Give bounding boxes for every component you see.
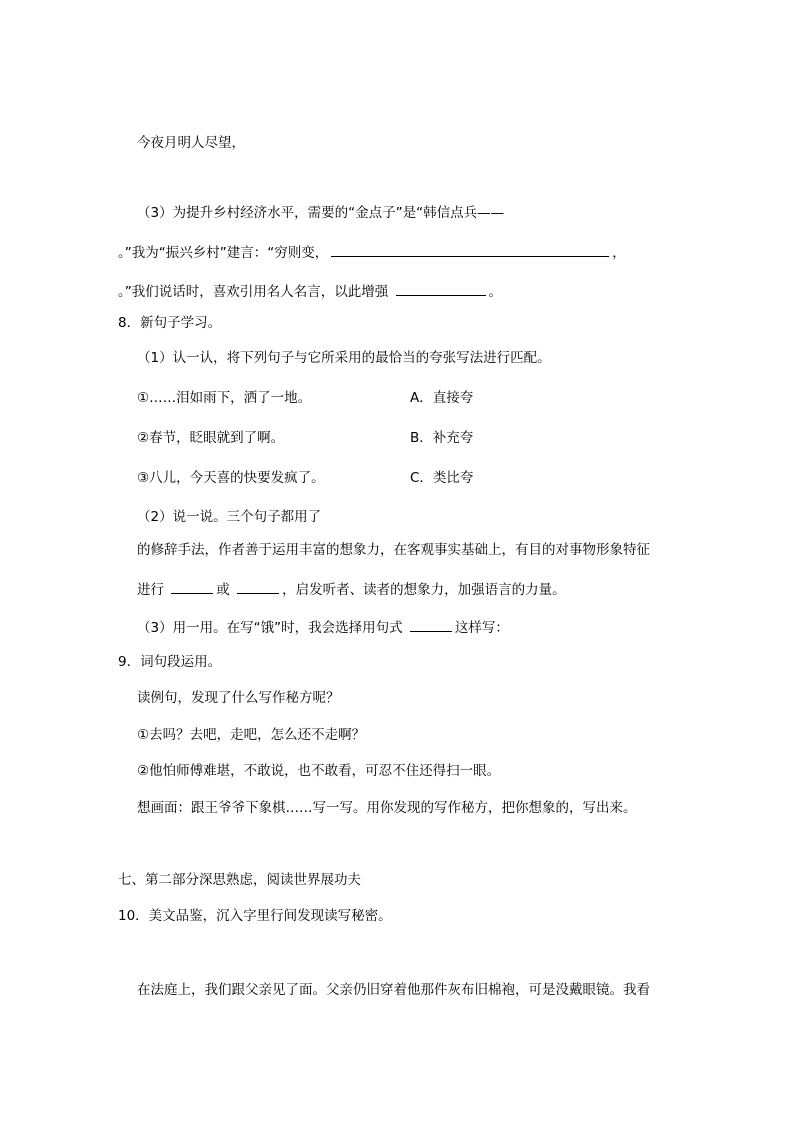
question-9-prompt: 读例句，发现了什么写作秘方呢？ bbox=[137, 690, 340, 706]
question-9-task: 想画面：跟王爷爷下象棋……写一写。用你发现的写作秘方，把你想象的，写出来。 bbox=[137, 800, 637, 816]
text: ， bbox=[612, 245, 626, 261]
text: 或 bbox=[216, 582, 230, 598]
answer-blank[interactable] bbox=[410, 617, 452, 632]
text: 这样写： bbox=[454, 620, 509, 636]
option-c: C．类比夸 bbox=[410, 470, 474, 486]
passage-text: 在法庭上，我们跟父亲见了面。父亲仍旧穿着他那件灰布旧棉袍，可是没戴眼镜。我看 bbox=[137, 982, 650, 998]
text: 。”我为“振兴乡村”建言：“穷则变， bbox=[118, 245, 329, 261]
example-2: ②他怕师傅难堪，不敢说，也不敢看，可忍不住还得扫一眼。 bbox=[137, 763, 501, 779]
question-3-line-3 bbox=[118, 281, 502, 302]
question-8-part-2-line-3 bbox=[137, 579, 566, 600]
question-8-heading: 8．新句子学习。 bbox=[118, 315, 222, 331]
text: 。 bbox=[488, 284, 503, 300]
answer-blank[interactable] bbox=[171, 579, 213, 594]
question-3-line-2 bbox=[118, 242, 626, 263]
question-8-part-1: （1）认一认，将下列句子与它所采用的最恰当的夸张写法进行匹配。 bbox=[137, 350, 551, 366]
text: 。”我们说话时，喜欢引用名人名言，以此增强 bbox=[118, 284, 389, 300]
question-10-heading: 10．美文品鉴，沉入字里行间发现读写秘密。 bbox=[118, 908, 392, 924]
sentence-2: ②春节，眨眼就到了啊。 bbox=[137, 430, 285, 446]
example-1: ①去吗？去吧，走吧，怎么还不走啊？ bbox=[137, 727, 366, 743]
question-8-part-3 bbox=[137, 617, 509, 638]
sentence-3: ③八儿，今天喜的快要发疯了。 bbox=[137, 470, 325, 486]
question-8-part-2-line-2: 的修辞手法，作者善于运用丰富的想象力，在客观事实基础上，有目的对事物形象特征 bbox=[137, 542, 650, 558]
question-3-line-1: （3）为提升乡村经济水平，需要的“金点子”是“韩信点兵—— bbox=[137, 205, 505, 221]
answer-blank[interactable] bbox=[237, 579, 279, 594]
question-8-part-2: （2）说一说。三个句子都用了 bbox=[137, 509, 322, 525]
option-a: A．直接夸 bbox=[410, 390, 474, 406]
answer-blank[interactable] bbox=[331, 242, 609, 257]
sentence-1: ①……泪如雨下，洒了一地。 bbox=[137, 390, 312, 406]
section-7-heading: 七、第二部分深思熟虑，阅读世界展功夫 bbox=[118, 872, 361, 888]
option-b: B．补充夸 bbox=[410, 430, 474, 446]
text: （3）用一用。在写“饿”时，我会选择用句式 bbox=[137, 620, 403, 636]
question-9-heading: 9．词句段运用。 bbox=[118, 654, 222, 670]
text: ，启发听者、读者的想象力，加强语言的力量。 bbox=[282, 582, 566, 598]
text: 进行 bbox=[137, 582, 164, 598]
poem-line: 今夜月明人尽望， bbox=[137, 135, 245, 151]
answer-blank[interactable] bbox=[396, 281, 486, 296]
